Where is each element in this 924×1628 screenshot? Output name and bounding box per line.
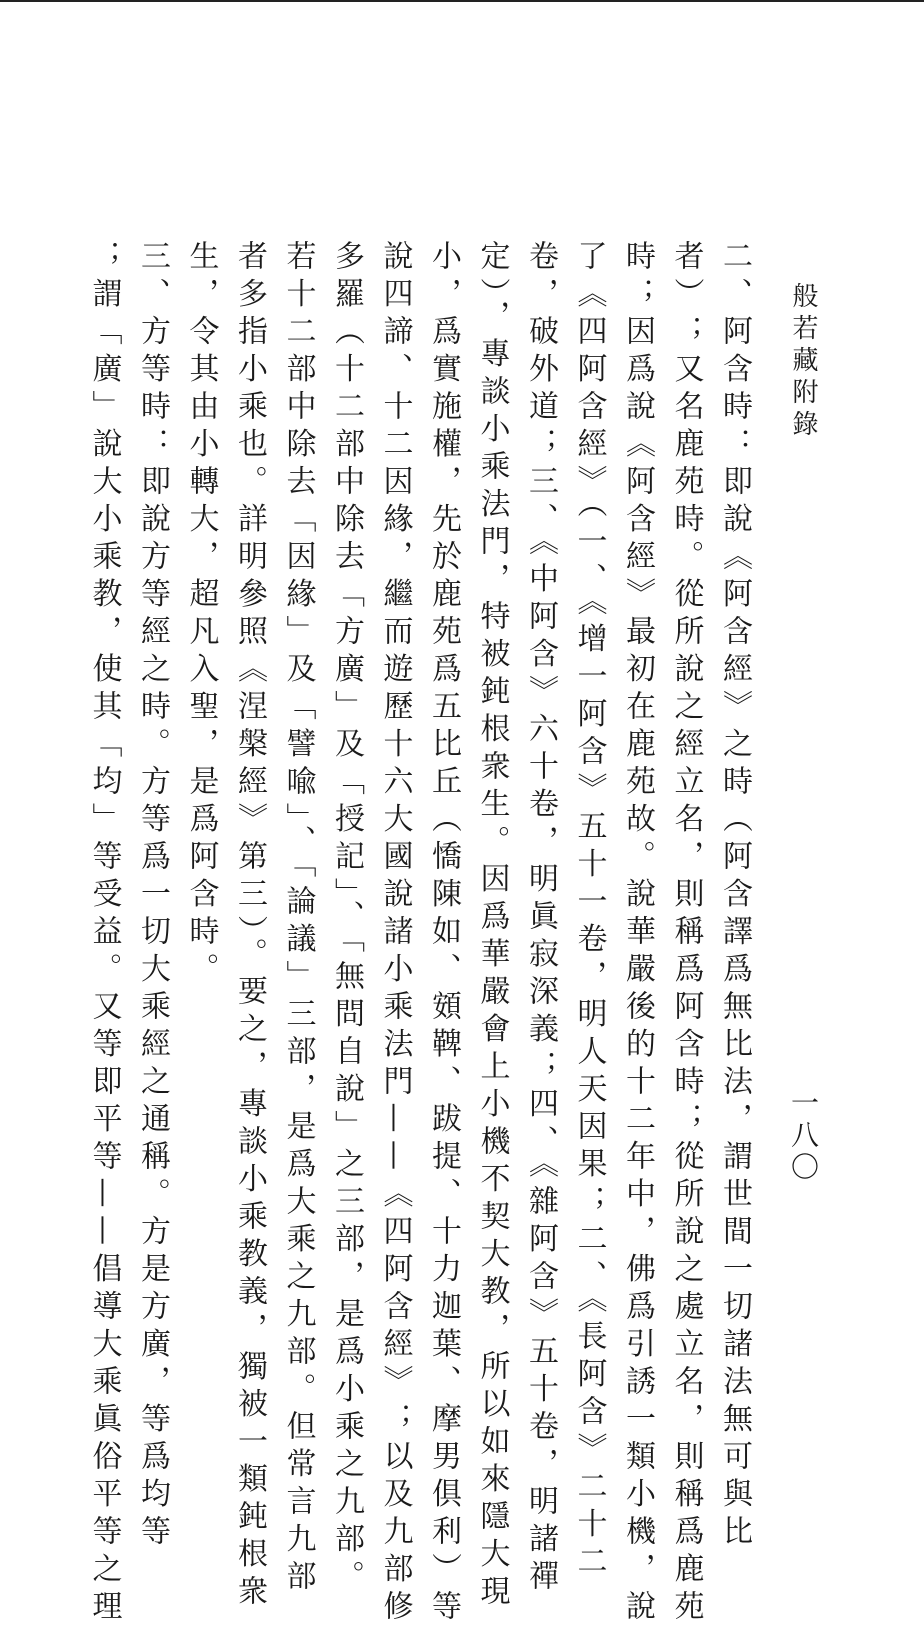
text-column: 二、阿含時：即說《阿含經》之時（阿含譯爲無比法，謂世間一切諸法無可與比 [717,240,752,1553]
body-text [78,240,758,1628]
text-column: 小，爲實施權，先於鹿苑爲五比丘（憍陳如、頞鞞、跋提、十力迦葉、摩男俱利）等 [426,240,461,1628]
text-column: 卷，破外道；三、《中阿含》六十卷，明眞寂深義；四、《雜阿含》五十卷，明諸禪 [523,240,558,1598]
running-head: 般若藏附錄 [788,282,818,442]
text-column: 多羅（十二部中除去「方廣」及「授記」、「無問自說」之三部，是爲小乘之九部。 [329,240,364,1598]
text-column: 者多指小乘也。詳明參照《涅槃經》第三）。要之，專談小乘教義，獨被一類鈍根衆 [232,240,267,1613]
text-column: 者）；又名鹿苑時。從所說之經立名，則稱爲阿含時；從所說之處立名，則稱爲鹿苑 [668,240,704,1628]
top-rule [0,0,924,2]
text-column: 說四諦、十二因緣，繼而遊歷十六大國說諸小乘法門——《四阿含經》；以及九部修 [377,240,413,1628]
text-column: 若十二部中除去「因緣」及「譬喩」、「論議」三部，是爲大乘之九部。但常言九部 [280,240,316,1598]
text-column: 生，令其由小轉大，超凡入聖，是爲阿含時。 [183,240,219,990]
text-column: 定），專談小乘法門，特被鈍根衆生。因爲華嚴會上小機不契大教，所以如來隱大現 [474,240,510,1613]
text-column: 時；因爲說《阿含經》最初在鹿苑故。說華嚴後的十二年中，佛爲引誘一類小機，說 [620,240,655,1628]
text-column: 了《四阿含經》（一、《增一阿含》五十一卷，明人天因果；二、《長阿含》二十二 [571,240,607,1583]
text-column: 三、方等時：即說方等經之時。方等爲一切大乘經之通稱。方是方廣，等爲均等 [135,240,170,1553]
text-column: ；謂「廣」說大小乘教，使其「均」等受益。又等即平等——倡導大乘眞俗平等之理 [86,240,122,1628]
page-number: 一八〇 [787,1088,820,1184]
